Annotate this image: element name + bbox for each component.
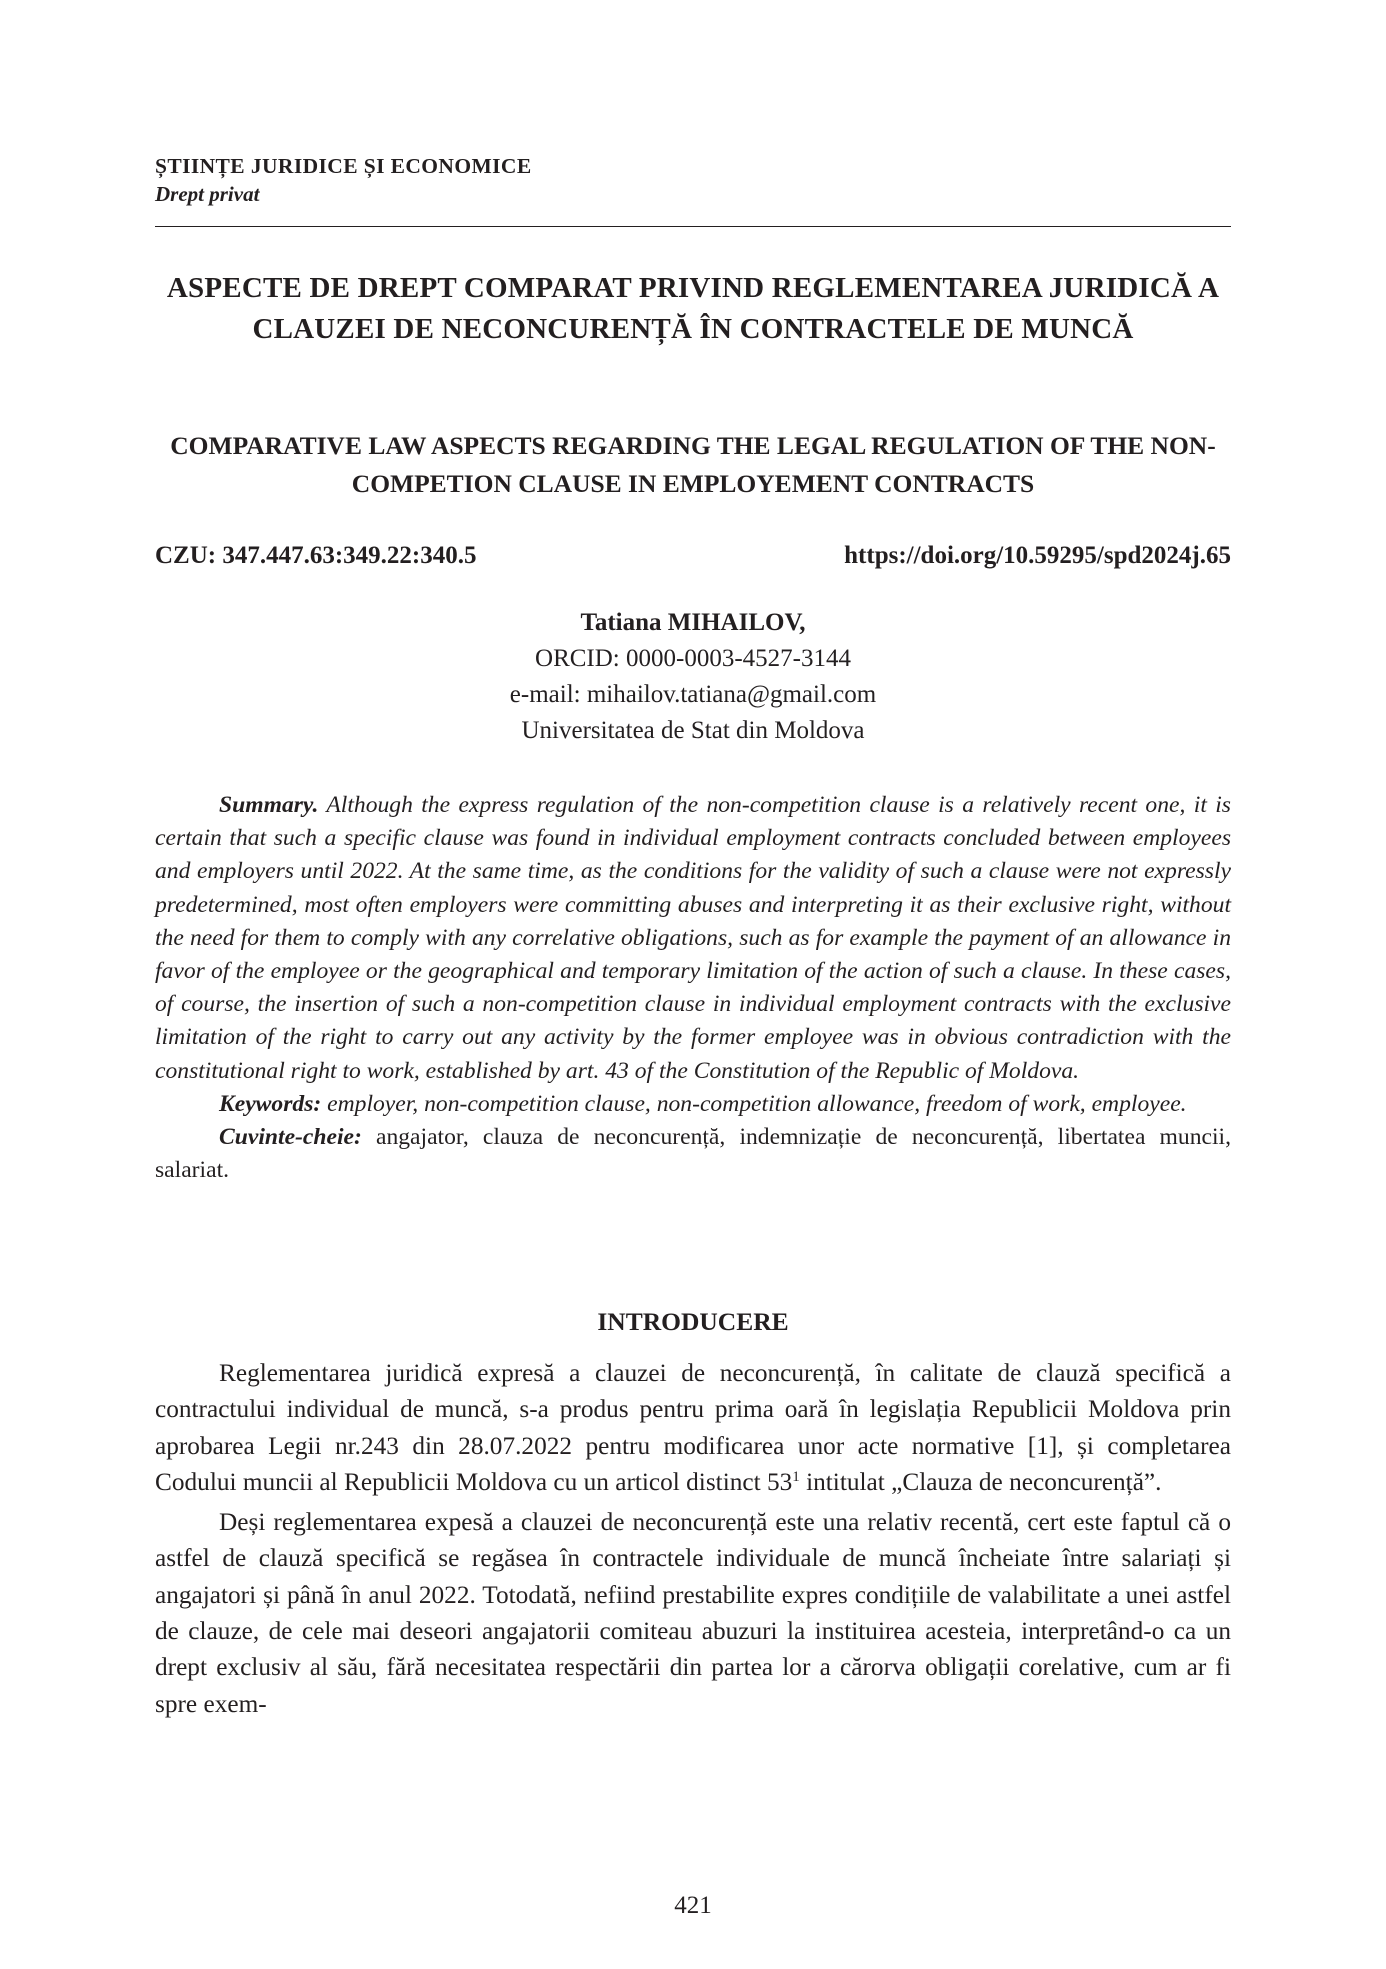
author-name: Tatiana MIHAILOV, — [580, 609, 806, 636]
keywords-paragraph — [155, 1088, 1231, 1121]
running-header — [155, 152, 1231, 208]
summary-text: Although the express regulation of the non-competition clause is a relatively recent one, it is certain that such a specific clause was found in individual employment contracts concluded between employees and employers until 2022. At the same time, as the conditions for the validity of such a clause were not expressly predetermined, most often employers were committing abuses and interpreting it as their exclusive right, without the need for them to comply with any correlative obligations, such as for example the payment of an allowance in favor of the employee or the geographical and temporary limitation of the action of such a clause. In these cases, of course, the insertion of such a non-competition clause in individual employment contracts with the exclusive limitation of the right to carry out any activity by the former employee was in obvious contradiction with the constitutional right to work, established by art. 43 of the Constitution of the Republic of Moldova. — [155, 792, 1231, 1084]
keywords-label: Keywords: — [219, 1090, 322, 1117]
header-divider — [155, 226, 1231, 227]
article-superscript: 1 — [792, 1468, 800, 1485]
doi-link[interactable]: https://doi.org/10.59295/spd2024j.65 — [844, 542, 1231, 569]
author-email[interactable]: e-mail: mihailov.tatiana@gmail.com — [509, 681, 877, 708]
article-title-english: COMPARATIVE LAW ASPECTS REGARDING THE LEGAL REGULATION OF THE NON-COMPETION CLAUSE IN EMPLOYEMENT CONTRACTS — [170, 431, 1216, 498]
author-affiliation: Universitatea de Stat din Moldova — [521, 717, 865, 744]
summary-label: Summary. — [219, 792, 319, 818]
intro-paragraph-2: Deși reglementarea expesă a clauzei de neconcurență este una relativ recentă, cert este faptul că o astfel de clauză specifică se regăsea în contractele individuale de muncă încheiate între salariați și angajatori și până în anul 2022. Totodată, nefiind prestabilite expres condițiile de valabilitate a unei astfel de clauze, de cele mai deseori angajatorii comiteau abuzuri la instituirea acesteia, interpretând-o ca un drept exclusiv al său, fără necesitatea respectării din partea lor a cărorva obligații corelative, cum ar fi spre exem- — [155, 1508, 1231, 1718]
body-text — [155, 1355, 1231, 1726]
czu-code: CZU: 347.447.63:349.22:340.5 — [155, 542, 477, 569]
abstract — [155, 789, 1231, 1187]
intro-paragraph-1: Reglementarea juridică expresă a clauzei de neconcurență, în calitate de clauză specifică a contractului individual de muncă, s-a produs pentru prima oară în legislația Republicii Moldova prin aprobarea Legii nr.243 din 28.07.2022 pentru modificarea unor acte normative [1], și completarea Codului muncii al Republicii Moldova cu un articol distinct $53^1$ intitulat „Clauza de neconcurență”. — [155, 1359, 1231, 1496]
author-orcid: ORCID: 0000-0003-4527-3144 — [535, 645, 851, 672]
journal-section-title: ȘTIINȚE JURIDICE ȘI ECONOMICE — [155, 154, 532, 178]
cuvinte-cheie-label: Cuvinte-cheie: — [219, 1124, 362, 1151]
cuvinte-cheie-paragraph — [155, 1121, 1231, 1187]
journal-subsection: Drept privat — [155, 182, 260, 206]
keywords-text: employer, non-competition clause, non-competition allowance, freedom of work, employee. — [321, 1090, 1187, 1117]
section-heading-introducere: INTRODUCERE — [597, 1307, 789, 1336]
summary-paragraph — [155, 789, 1231, 1088]
author-block — [155, 605, 1231, 749]
page-number: 421 — [674, 1892, 712, 1919]
article-title-romanian: ASPECTE DE DREPT COMPARAT PRIVIND REGLEMENTAREA JURIDICĂ A CLAUZEI DE NECONCURENȚĂ ÎN CONTRACTELE DE MUNCĂ — [166, 272, 1220, 345]
cuvinte-cheie-text: angajator, clauza de neconcurență, indemnizație de neconcurență, libertatea muncii, salariat. — [155, 1124, 1231, 1184]
